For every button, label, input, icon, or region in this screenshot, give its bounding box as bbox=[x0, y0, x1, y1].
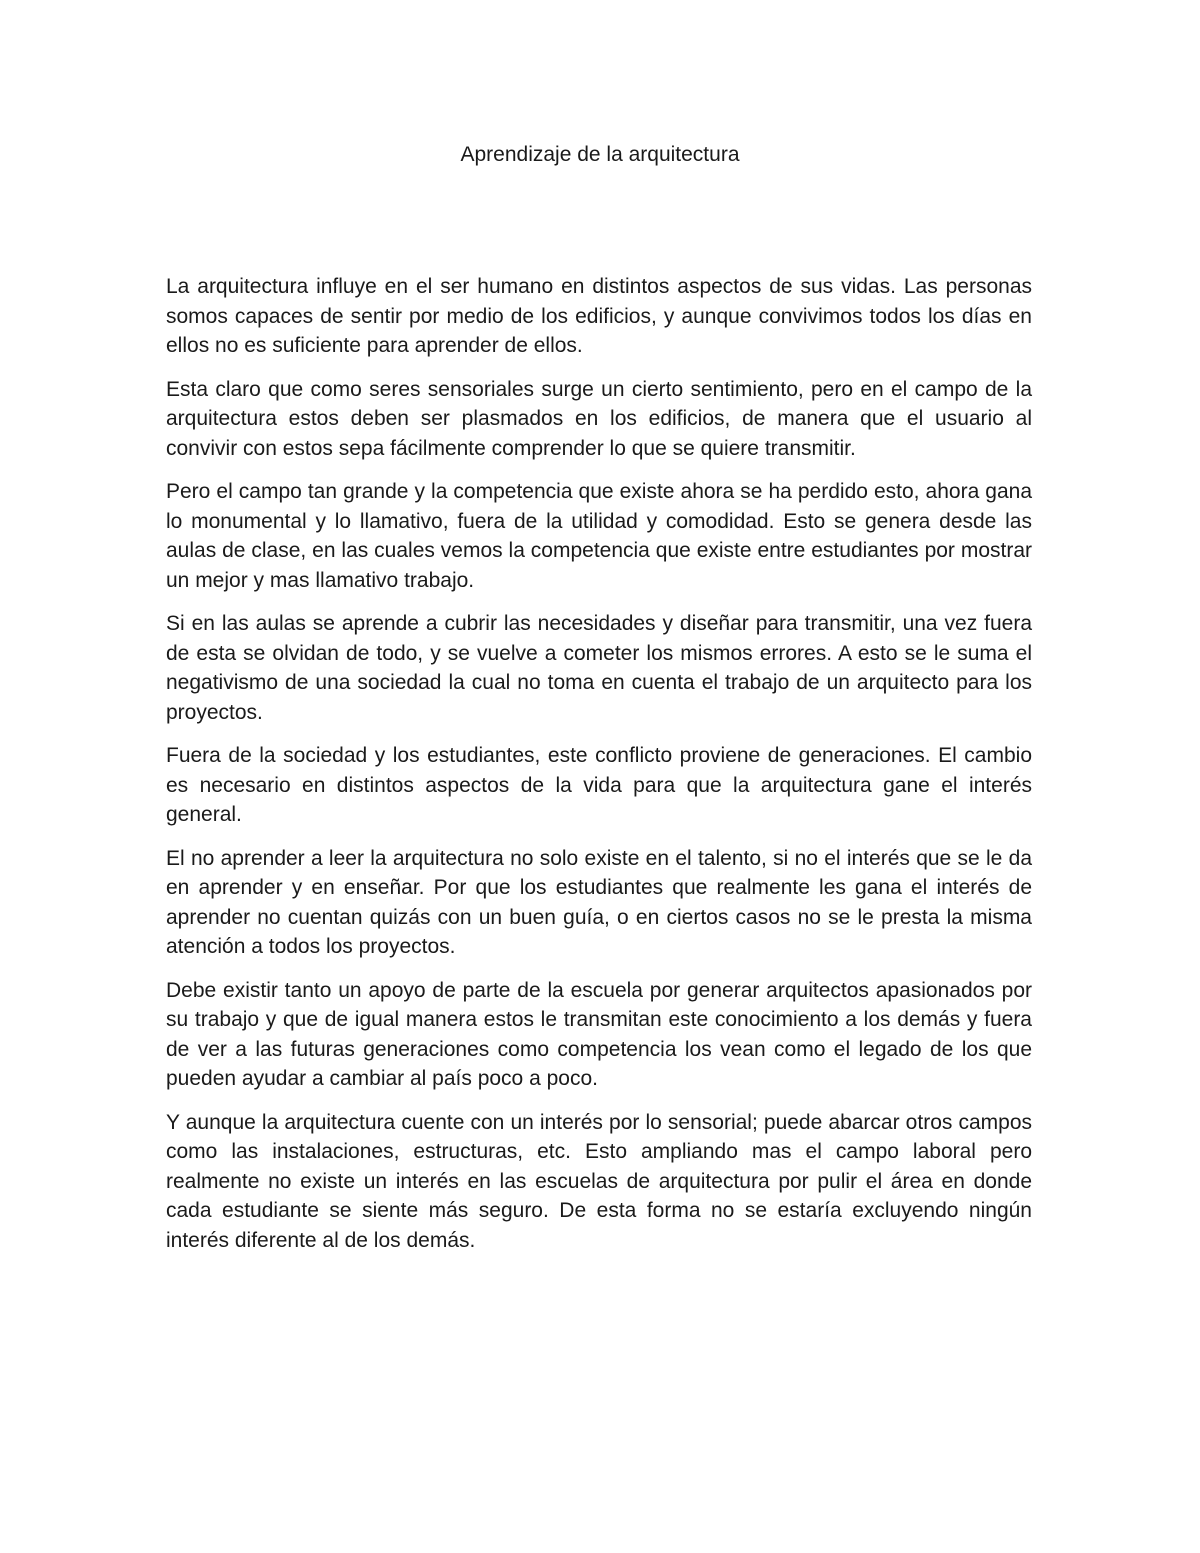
document-title: Aprendizaje de la arquitectura bbox=[460, 143, 740, 166]
paragraph: Si en las aulas se aprende a cubrir las necesidades y diseñar para transmitir, una vez fuera de esta se olvidan de todo, y se vuelve a cometer los mismos errores. A esto se le suma el negativismo de una sociedad la cual no toma en cuenta el trabajo de un arquitecto para los proyectos. bbox=[166, 612, 1032, 724]
paragraph: Esta claro que como seres sensoriales surge un cierto sentimiento, pero en el campo de la arquitectura estos deben ser plasmados en los edificios, de manera que el usuario al convivir con estos sepa fácilmente comprender lo que se quiere transmitir. bbox=[166, 377, 1032, 460]
paragraph: El no aprender a leer la arquitectura no solo existe en el talento, si no el interés que se le da en aprender y en enseñar. Por que los estudiantes que realmente les gana el interés de aprender no cuentan quizás con un buen guía, o en ciertos casos no se le presta la misma atención a todos los proyectos. bbox=[166, 846, 1032, 958]
paragraph: Pero el campo tan grande y la competencia que existe ahora se ha perdido esto, ahora gana lo monumental y lo llamativo, fuera de la utilidad y comodidad. Esto se genera desde las aulas de clase, en las cuales vemos la competencia que existe entre estudiantes por mostrar un mejor y mas llamativo trabajo. bbox=[166, 480, 1032, 592]
paragraph: Debe existir tanto un apoyo de parte de la escuela por generar arquitectos apasionados por su trabajo y que de igual manera estos le transmitan este conocimiento a los demás y fuera de ver a las futuras generaciones como competencia los vean como el legado de los que pueden ayudar a cambiar al país poco a poco. bbox=[166, 978, 1032, 1090]
paragraph: La arquitectura influye en el ser humano en distintos aspectos de sus vidas. Las personas somos capaces de sentir por medio de los edificios, y aunque convivimos todos los días en ellos no es suficiente para aprender de ellos. bbox=[166, 275, 1032, 357]
paragraph: Y aunque la arquitectura cuente con un interés por lo sensorial; puede abarcar otros campos como las instalaciones, estructuras, etc. Esto ampliando mas el campo laboral pero realmente no existe un interés en las escuelas de arquitectura por pulir el área en donde cada estudiante se siente más seguro. De esta forma no se estaría excluyendo ningún interés diferente al de los demás. bbox=[166, 1110, 1032, 1252]
document-body bbox=[166, 272, 1032, 1269]
paragraph: Fuera de la sociedad y los estudiantes, este conflicto proviene de generaciones. El cambio es necesario en distintos aspectos de la vida para que la arquitectura gane el interés general. bbox=[166, 744, 1032, 826]
